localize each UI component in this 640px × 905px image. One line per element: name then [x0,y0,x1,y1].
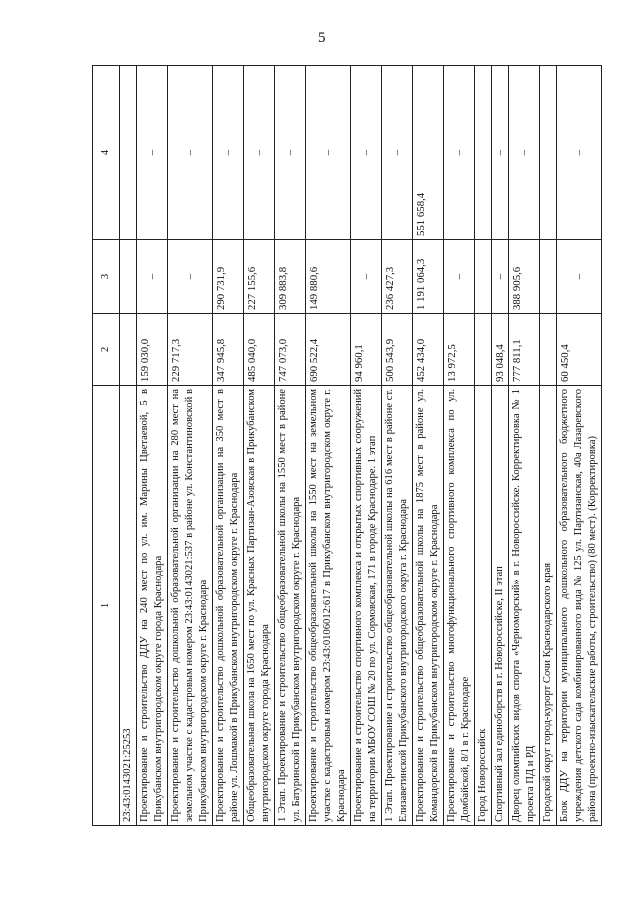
value-col-4-cell: – [444,66,475,240]
value-col-4-cell: – [244,66,275,240]
construction-objects-table [92,65,602,826]
value-col-2-cell: 60 450,4 [557,314,602,386]
object-name-cell: 23:43:0143021:25253 [120,386,137,826]
value-col-2-cell: 13 972,5 [444,314,475,386]
value-col-4-cell: – [137,66,168,240]
table-row [444,66,475,826]
value-col-2-cell: 777 811,1 [509,314,540,386]
value-col-4-cell: – [509,66,540,240]
value-col-3-cell: 149 880,6 [306,240,351,314]
object-name-cell: Проектирование и строительство спортивного комплекса и открытых спортивных сооружений на территории МБОУ СОШ № 20 по ул. Сормовская, 171 в городе Краснодаре. 1 этап [351,386,382,826]
object-name-cell: Проектирование и строительство общеобразовательной школы на 1875 мест в районе ул. Командорской в Прикубанском внутригородском округе г. Краснодара [413,386,444,826]
value-col-4-cell: – [168,66,213,240]
table-row [351,66,382,826]
value-col-3-cell [475,240,492,314]
value-col-2-cell: 747 073,0 [275,314,306,386]
object-name-cell: Проектирование и строительство дошкольной образовательной организации на 280 мест на земельном участке с кадастровым номером 23:43:0143021:537 в районе ул. Константиновской в Прикубанском внутригородском округе г. Краснодара [168,386,213,826]
value-col-2-cell: 500 543,9 [382,314,413,386]
header-col-4: 4 [93,66,120,240]
header-col-3: 3 [93,240,120,314]
value-col-4-cell: – [351,66,382,240]
value-col-4-cell: 551 658,4 [413,66,444,240]
value-col-2-cell: 229 717,3 [168,314,213,386]
object-name-cell: Проектирование и строительство многофункционального спортивного комплекса по ул. Домбайской, 8/1 в г. Краснодаре [444,386,475,826]
object-name-cell: Город Новороссийск [475,386,492,826]
table-group-row [475,66,492,826]
page-number: 5 [318,30,326,46]
value-col-2-cell [540,314,557,386]
value-col-3-cell: – [137,240,168,314]
table-row [275,66,306,826]
object-name-cell: Проектирование и строительство общеобразовательной школы на 1550 мест на земельном участке с кадастровым номером 23:43:0106012:617 в Прикубанском внутригородском округе г. Краснодара [306,386,351,826]
value-col-2-cell: 690 522,4 [306,314,351,386]
value-col-4-cell: – [492,66,509,240]
table-row [413,66,444,826]
rotated-table-wrapper [92,66,598,826]
value-col-3-cell: – [492,240,509,314]
header-col-1: 1 [93,386,120,826]
value-col-4-cell [540,66,557,240]
value-col-4-cell: – [275,66,306,240]
value-col-2-cell: 159 030,0 [137,314,168,386]
value-col-4-cell [475,66,492,240]
value-col-3-cell: 227 155,6 [244,240,275,314]
table-header-row [93,66,120,826]
table-row [557,66,602,826]
object-name-cell: Дворец олимпийских видов спорта «Черноморский» в г. Новороссийске. Корректировка № 1 проекта ПД и РД [509,386,540,826]
object-name-cell: Блок ДДУ на территории муниципального дошкольного образовательного бюджетного учреждения детского сада комбинированного вида № 125 ул. Партизанская, 40а Лазаревского района (проектно-изыскательские работы, строительство) (80 мест). (Корректировка) [557,386,602,826]
header-col-2: 2 [93,314,120,386]
table-row [213,66,244,826]
table-row [137,66,168,826]
object-name-cell: Городской округ город-курорт Сочи Краснодарского края [540,386,557,826]
table-row [244,66,275,826]
value-col-4-cell: – [557,66,602,240]
table-row [382,66,413,826]
object-name-cell: Проектирование и строительство дошкольной образовательной организации на 350 мест в районе ул. Лошмакой в Прикубанском внутригородском округе г. Краснодара [213,386,244,826]
object-name-cell: Общеобразовательная школа на 1650 мест по ул. Красных Партизан-Азовская в Прикубанском внутригородском округе города Краснодара [244,386,275,826]
value-col-3-cell: 309 883,8 [275,240,306,314]
value-col-3-cell [540,240,557,314]
table-row [492,66,509,826]
value-col-3-cell: – [557,240,602,314]
object-name-cell: Спортивный зал единоборств в г. Новороссийске, II этап [492,386,509,826]
value-col-4-cell: – [306,66,351,240]
value-col-3-cell: 290 731,9 [213,240,244,314]
value-col-3-cell [120,240,137,314]
value-col-2-cell: 93 048,4 [492,314,509,386]
value-col-4-cell: – [382,66,413,240]
table-row [306,66,351,826]
value-col-3-cell: 1 191 064,3 [413,240,444,314]
value-col-3-cell: – [351,240,382,314]
value-col-2-cell: 452 434,0 [413,314,444,386]
value-col-2-cell: 347 945,8 [213,314,244,386]
value-col-3-cell: 236 427,3 [382,240,413,314]
table-body [93,66,602,826]
value-col-2-cell [120,314,137,386]
value-col-2-cell: 94 960,1 [351,314,382,386]
value-col-4-cell: – [213,66,244,240]
table-row [168,66,213,826]
object-name-cell: 1 Этап. Проектирование и строительство общеобразовательной школы на 1550 мест в районе ул. Батуринской в Прикубанском внутригородском округе г. Краснодара [275,386,306,826]
table-row [509,66,540,826]
value-col-4-cell [120,66,137,240]
object-name-cell: Проектирование и строительство ДДУ на 240 мест по ул. им. Марины Цветаевой, 5 в Прикубанском внутригородском округе города Краснодара [137,386,168,826]
value-col-3-cell: – [444,240,475,314]
value-col-2-cell: 485 040,0 [244,314,275,386]
value-col-2-cell [475,314,492,386]
table-row [120,66,137,826]
value-col-3-cell: 388 905,6 [509,240,540,314]
table-group-row [540,66,557,826]
value-col-3-cell: – [168,240,213,314]
object-name-cell: 1 Этап. Проектирование и строительство общеобразовательной школы на 616 мест в районе ст. Елизаветинской Прикубанского внутригородского округа г. Краснодара [382,386,413,826]
